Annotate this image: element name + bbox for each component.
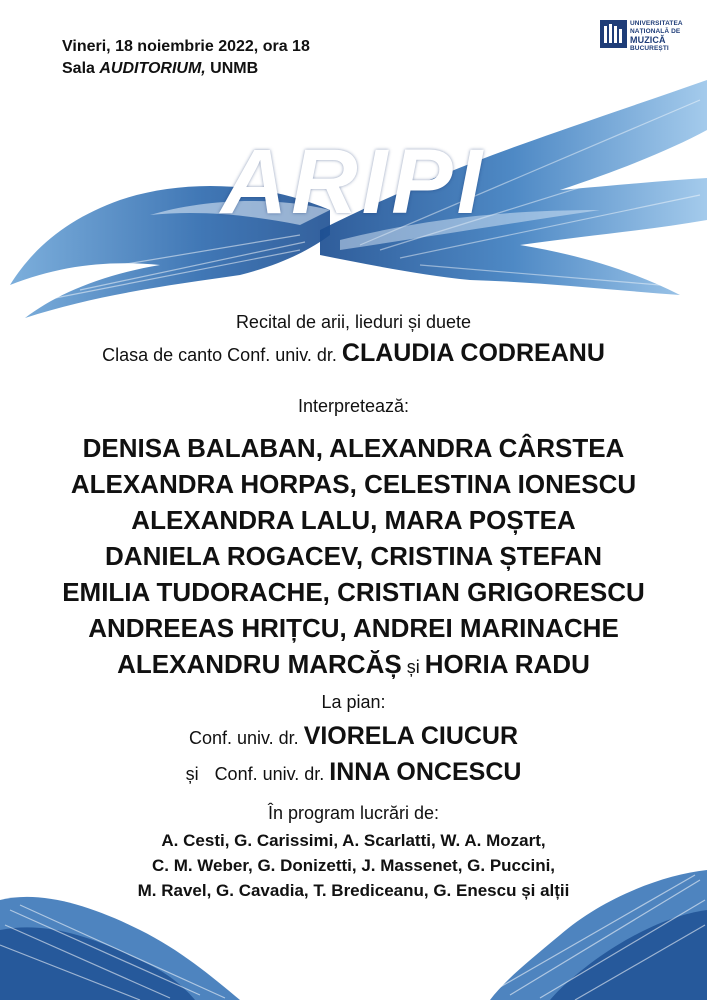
venue-suffix: UNMB [205,60,259,77]
performer-line: DANIELA ROGACEV, CRISTINA ȘTEFAN [105,541,602,571]
performer-second: HORIA RADU [424,649,590,679]
teacher-name: CLAUDIA CODREANU [341,339,605,367]
page-title: ARIPI [220,131,487,233]
university-logo [600,18,690,54]
performer-line: EMILIA TUDORACHE, CRISTIAN GRIGORESCU [62,577,645,607]
performer-line: ANDREEAS HRIȚCU, ANDREI MARINACHE [88,613,619,643]
pianist-1 [0,722,707,751]
pianist-1-prefix: Conf. univ. dr. [188,728,304,748]
logo-line-2: NAȚIONALĂ DE [630,27,681,35]
pianist-2-conj: și [185,764,199,784]
composers-line: A. Cesti, G. Carissimi, A. Scarlatti, W. A. Mozart, [161,831,546,850]
venue-hall: AUDITORIUM, [99,60,206,77]
event-date: Vineri, 18 noiembrie 2022, ora 18 [62,38,310,55]
pianist-2 [0,758,707,787]
performer-line: DENISA BALABAN, ALEXANDRA CÂRSTEA [82,433,625,463]
logo-line-4: BUCUREȘTI [630,45,669,53]
performers-list [0,430,707,685]
pianist-2-prefix: Conf. univ. dr. [214,764,330,784]
venue-prefix: Sala [62,60,100,77]
logo-line-1: UNIVERSITATEA [630,20,683,27]
wing-bottom-right-icon [480,850,707,1000]
class-prefix: Clasa de canto Conf. univ. dr. [102,345,342,365]
composers-line: C. M. Weber, G. Donizetti, J. Massenet, G. Puccini, [151,856,556,875]
performer-line: ALEXANDRA HORPAS, CELESTINA IONESCU [70,469,637,499]
pianist-2-name: INNA ONCESCU [329,758,522,786]
subtitle: Recital de arii, lieduri și duete [235,312,472,332]
university-logo-icon [600,20,627,48]
logo-text [630,20,683,53]
composers-line: M. Ravel, G. Cavadia, T. Brediceanu, G. Enescu și alții [137,881,570,900]
logo-line-3: MUZICĂ [630,35,666,46]
piano-label: La pian: [321,692,386,712]
wing-bottom-left-icon [0,860,260,1000]
program-label: În program lucrări de: [267,803,440,823]
performer-line: ALEXANDRA LALU, MARA POȘTEA [131,505,576,535]
performer-conj: și [401,657,425,677]
class-line [0,339,707,368]
pianist-1-name: VIORELA CIUCUR [303,722,519,750]
performer-first: ALEXANDRU MARCĂȘ [117,649,402,679]
interpreters-label: Interpretează: [297,396,410,416]
performer-line-last [0,646,707,685]
